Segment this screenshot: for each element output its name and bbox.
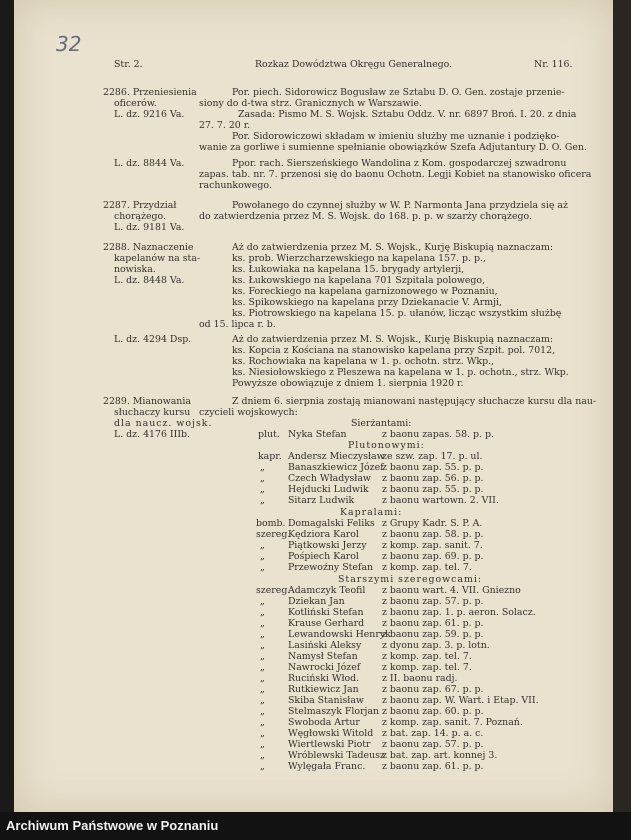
text-line: „ bbox=[260, 695, 265, 706]
text-line: ks. Spikowskiego na kapelana przy Dziekanacie V. Armji, bbox=[232, 297, 503, 308]
text-line: z baonu zap. 67. p. p. bbox=[382, 684, 484, 695]
text-line: z baonu zapas. 58. p. p. bbox=[382, 429, 494, 440]
text-line: Wróblewski Tadeusz bbox=[288, 750, 385, 761]
text-line: wanie za gorliwe i sumienne spełnianie obowiązków Szefa Adjutantury D. O. Gen. bbox=[199, 142, 587, 153]
text-line: nowiska. bbox=[114, 264, 156, 275]
text-line: Banaszkiewicz Józef bbox=[288, 462, 384, 473]
text-line: bomb. bbox=[256, 518, 286, 529]
text-line: Domagalski Feliks bbox=[288, 518, 375, 529]
text-line: ze szw. zap. 17. p. ul. bbox=[382, 451, 483, 462]
text-line: L. dz. 9216 Va. bbox=[114, 109, 185, 120]
text-line: siony do d-twa strz. Granicznych w Warszawie. bbox=[199, 98, 423, 109]
text-line: Czech Władysław bbox=[288, 473, 371, 484]
text-line: Węgłowski Witold bbox=[288, 728, 374, 739]
text-line: Sierżantami: bbox=[351, 418, 412, 429]
text-line: „ bbox=[260, 473, 265, 484]
text-line: szereg. bbox=[256, 529, 291, 540]
text-line: z baonu zap. 1. p. aeron. Solacz. bbox=[382, 607, 536, 618]
text-line: z baonu zap. 69. p. p. bbox=[382, 551, 484, 562]
text-line: chorążego. bbox=[114, 211, 166, 222]
text-line: L. dz. 4176 IIIb. bbox=[114, 429, 191, 440]
text-line: z Grupy Kadr. S. P. A. bbox=[382, 518, 483, 529]
text-line: z baonu wartown. 2. VII. bbox=[382, 495, 499, 506]
text-line: „ bbox=[260, 684, 265, 695]
text-line: z baonu zap. 61. p. p. bbox=[382, 761, 484, 772]
text-line: Pośpiech Karol bbox=[288, 551, 359, 562]
text-line: „ bbox=[260, 651, 265, 662]
text-line: „ bbox=[260, 640, 265, 651]
text-line: szereg. bbox=[256, 585, 291, 596]
text-line: ks. Łukowiaka na kapelana 15. brygady artylerji, bbox=[232, 264, 465, 275]
text-line: od 15. lipca r. b. bbox=[199, 319, 276, 330]
text-line: Plutonowymi: bbox=[348, 440, 425, 451]
text-line: Zasada: Pismo M. S. Wojsk. Sztabu Oddz. V. nr. 6897 Broń. I. 20. z dnia bbox=[238, 109, 577, 120]
text-line: z baonu zap. 56. p. p. bbox=[382, 473, 484, 484]
text-line: Lewandowski Henryk bbox=[288, 629, 391, 640]
text-line: ks. Kopcia z Kościana na stanowisko kapelana przy Szpit. pol. 7012, bbox=[232, 345, 556, 356]
text-line: 2286. Przeniesienia bbox=[103, 87, 197, 98]
text-line: z baonu zap. W. Wart. i Etap. VII. bbox=[382, 695, 539, 706]
text-line: „ bbox=[260, 618, 265, 629]
text-line: 2289. Mianowania bbox=[103, 396, 191, 407]
header-number: Nr. 116. bbox=[534, 59, 573, 70]
text-line: słuchaczy kursu bbox=[114, 407, 191, 418]
text-line: 27. 7. 20 r. bbox=[199, 120, 251, 131]
text-line: Sitarz Ludwik bbox=[288, 495, 355, 506]
text-line: Przewoźny Stefan bbox=[288, 562, 374, 573]
text-line: do zatwierdzenia przez M. S. Wojsk. do 168. p. p. w szarży chorążego. bbox=[199, 211, 532, 222]
text-line: Wylęgała Franc. bbox=[288, 761, 366, 772]
text-line: z komp. zap. sanit. 7. bbox=[382, 540, 483, 551]
text-line: ks. prob. Wierzcharzewskiego na kapelana 157. p. p., bbox=[232, 253, 486, 264]
text-line: Piątkowski Jerzy bbox=[288, 540, 367, 551]
text-line: z baonu zap. 57. p. p. bbox=[382, 596, 484, 607]
text-line: Powyższe obowiązuje z dniem 1. sierpnia 1920 r. bbox=[232, 378, 464, 389]
text-line: ks. Piotrowskiego na kapelana 15. p. ułanów, licząc wszystkim służbę bbox=[232, 308, 562, 319]
text-line: ks. Foreckiego na kapelana garnizonowego w Poznaniu, bbox=[232, 286, 498, 297]
text-line: Namysł Stefan bbox=[288, 651, 358, 662]
text-line: L. dz. 9181 Va. bbox=[114, 222, 185, 233]
archive-footer: Archiwum Państwowe w Poznaniu bbox=[0, 812, 631, 840]
text-line: Powołanego do czynnej służby w W. P. Narmonta Jana przydziela się aż bbox=[232, 200, 568, 211]
text-line: z komp. zap. tel. 7. bbox=[382, 651, 472, 662]
text-line: Kędziora Karol bbox=[288, 529, 359, 540]
text-line: „ bbox=[260, 717, 265, 728]
header-page: Str. 2. bbox=[114, 59, 143, 70]
text-line: z baonu zap. 55. p. p. bbox=[382, 462, 484, 473]
text-line: Swoboda Artur bbox=[288, 717, 360, 728]
text-line: dla naucz. wojsk. bbox=[114, 418, 213, 429]
text-line: „ bbox=[260, 673, 265, 684]
text-line: z baonu zap. 57. p. p. bbox=[382, 739, 484, 750]
text-line: z baonu zap. 58. p. p. bbox=[382, 529, 484, 540]
text-line: „ bbox=[260, 761, 265, 772]
text-line: „ bbox=[260, 462, 265, 473]
text-line: „ bbox=[260, 706, 265, 717]
text-line: oficerów. bbox=[114, 98, 157, 109]
text-line: Ruciński Włod. bbox=[288, 673, 360, 684]
text-line: „ bbox=[260, 750, 265, 761]
page-edge bbox=[613, 0, 631, 812]
text-line: z dyonu zap. 3. p. lotn. bbox=[382, 640, 490, 651]
text-line: Por. piech. Sidorowicz Bogusław ze Sztabu D. O. Gen. zostaje przenie- bbox=[232, 87, 565, 98]
text-line: „ bbox=[260, 484, 265, 495]
text-line: z baonu zap. 60. p. p. bbox=[382, 706, 484, 717]
text-line: czycieli wojskowych: bbox=[199, 407, 298, 418]
text-line: Aż do zatwierdzenia przez M. S. Wojsk., Kurję Biskupią naznaczam: bbox=[232, 242, 553, 253]
text-line: z komp. zap. tel. 7. bbox=[382, 662, 472, 673]
text-line: Andersz Mieczysław bbox=[288, 451, 385, 462]
text-line: z bat. zap. 14. p. a. c. bbox=[382, 728, 484, 739]
text-line: L. dz. 8448 Va. bbox=[114, 275, 185, 286]
text-line: Aż do zatwierdzenia przez M. S. Wojsk., Kurję Biskupią naznaczam: bbox=[232, 334, 553, 345]
text-line: „ bbox=[260, 596, 265, 607]
text-line: „ bbox=[260, 662, 265, 673]
text-line: Adamczyk Teofil bbox=[288, 585, 366, 596]
text-line: ks. Łukowskiego na kapelana 701 Szpitala polowego, bbox=[232, 275, 486, 286]
text-line: „ bbox=[260, 540, 265, 551]
text-line: z baonu zap. 59. p. p. bbox=[382, 629, 484, 640]
text-line: Skiba Stanisław bbox=[288, 695, 364, 706]
text-line: „ bbox=[260, 562, 265, 573]
text-line: Krause Gerhard bbox=[288, 618, 365, 629]
text-line: Dziekan Jan bbox=[288, 596, 345, 607]
text-line: z baonu zap. 61. p. p. bbox=[382, 618, 484, 629]
text-line: Por. Sidorowiczowi składam w imieniu służby me uznanie i podzięko- bbox=[232, 131, 560, 142]
text-line: 2288. Naznaczenie bbox=[103, 242, 194, 253]
text-line: L. dz. 4294 Dsp. bbox=[114, 334, 192, 345]
text-line: rachunkowego. bbox=[199, 180, 272, 191]
text-line: ks. Rochowiaka na kapelana w 1. p. ochotn. strz. Wkp., bbox=[232, 356, 495, 367]
text-line: z baonu zap. 55. p. p. bbox=[382, 484, 484, 495]
text-line: Nyka Stefan bbox=[288, 429, 347, 440]
text-line: L. dz. 8844 Va. bbox=[114, 158, 185, 169]
text-line: z komp. zap. sanit. 7. Poznań. bbox=[382, 717, 523, 728]
text-line: „ bbox=[260, 551, 265, 562]
text-line: Stelmaszyk Florjan bbox=[288, 706, 380, 717]
text-line: „ bbox=[260, 607, 265, 618]
text-line: z bat. zap. art. konnej 3. bbox=[382, 750, 498, 761]
text-line: z baonu wart. 4. VII. Gniezno bbox=[382, 585, 521, 596]
text-line: Z dniem 6. sierpnia zostają mianowani następujący słuchacze kursu dla nau- bbox=[232, 396, 597, 407]
text-line: „ bbox=[260, 728, 265, 739]
text-line: Rutkiewicz Jan bbox=[288, 684, 359, 695]
text-line: „ bbox=[260, 629, 265, 640]
text-line: Lasiński Aleksy bbox=[288, 640, 362, 651]
text-line: z II. baonu radj. bbox=[382, 673, 458, 684]
text-line: kapr. bbox=[258, 451, 282, 462]
text-line: Starszymi szeregowcami: bbox=[338, 574, 483, 585]
text-line: Kapralami: bbox=[340, 507, 403, 518]
text-line: 2287. Przydział bbox=[103, 200, 177, 211]
text-line: Kotliński Stefan bbox=[288, 607, 364, 618]
text-line: zapas. tab. nr. 7. przenosi się do baonu Ochotn. Legji Kobiet na stanowisko oficera bbox=[199, 169, 592, 180]
text-line: Wiertlewski Piotr bbox=[288, 739, 371, 750]
text-line: „ bbox=[260, 495, 265, 506]
text-line: „ bbox=[260, 739, 265, 750]
header-title: Rozkaz Dowództwa Okręgu Generalnego. bbox=[255, 59, 453, 70]
handwritten-page-number: 32 bbox=[56, 32, 82, 56]
text-line: Ppor. rach. Sierszeńskiego Wandolina z Kom. gospodarczej szwadronu bbox=[232, 158, 567, 169]
text-line: z komp. zap. tel. 7. bbox=[382, 562, 472, 573]
text-line: ks. Niesiołowskiego z Pleszewa na kapelana w 1. p. ochotn., strz. Wkp. bbox=[232, 367, 569, 378]
text-line: Nawrocki Józef bbox=[288, 662, 361, 673]
text-line: plut. bbox=[258, 429, 280, 440]
text-line: kapelanów na sta- bbox=[114, 253, 201, 264]
text-line: Hejducki Ludwik bbox=[288, 484, 369, 495]
